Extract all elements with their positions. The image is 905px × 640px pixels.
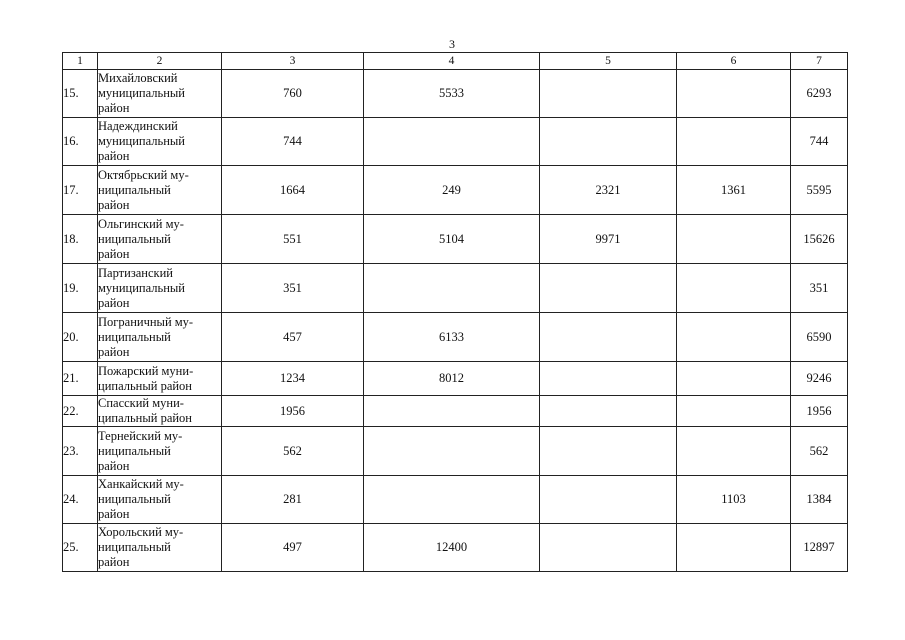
cell-value: 562 <box>283 443 302 458</box>
data-table <box>62 52 848 572</box>
column-6-cell <box>677 166 791 215</box>
district-name: Ханкайский му- ниципальный район <box>98 477 184 521</box>
district-name-cell <box>98 476 222 524</box>
column-7-cell <box>791 476 848 524</box>
district-name: Тернейский му- ниципальный район <box>98 428 183 473</box>
column-7-cell <box>791 70 848 118</box>
cell-value: 19. <box>63 280 79 295</box>
district-name: Михайловский муниципальный район <box>98 71 185 115</box>
table-row <box>63 215 848 264</box>
column-7-cell <box>791 362 848 396</box>
district-name: Спасский муни- ципальный район <box>98 396 192 425</box>
district-name: Партизанский муниципальный район <box>98 265 185 310</box>
cell-value: 18. <box>63 231 79 246</box>
column-7-cell <box>791 264 848 313</box>
table-row <box>63 70 848 118</box>
column-3-cell <box>222 313 364 362</box>
table-header-row <box>63 53 848 70</box>
cell-value: 281 <box>283 492 302 506</box>
district-name-cell <box>98 264 222 313</box>
row-number-cell <box>63 118 98 166</box>
cell-value: 5595 <box>806 182 832 197</box>
cell-value: 457 <box>283 329 302 344</box>
cell-value: 1103 <box>721 492 746 506</box>
cell-value: 744 <box>283 134 302 148</box>
district-name-cell <box>98 166 222 215</box>
cell-value: 1384 <box>806 492 832 506</box>
column-5-cell <box>540 166 677 215</box>
cell-value: 23. <box>63 443 79 458</box>
row-number-cell <box>63 264 98 313</box>
column-7-cell <box>791 215 848 264</box>
column-5-cell <box>540 313 677 362</box>
cell-value: 9971 <box>595 231 621 246</box>
cell-value: 5533 <box>439 86 464 100</box>
column-6-cell <box>677 396 791 427</box>
column-6-cell <box>677 362 791 396</box>
column-6-cell <box>677 524 791 572</box>
cell-value: 1956 <box>806 403 832 418</box>
district-name: Пограничный му- ниципальный район <box>98 314 194 359</box>
cell-value: 15626 <box>803 231 835 246</box>
cell-value: 24. <box>63 492 79 506</box>
column-4-cell <box>364 476 540 524</box>
cell-value: 15. <box>63 86 79 100</box>
table-row <box>63 476 848 524</box>
page-number: 3 <box>449 37 455 51</box>
column-3-cell <box>222 362 364 396</box>
cell-value: 351 <box>283 280 302 295</box>
column-3-cell <box>222 118 364 166</box>
district-name-cell <box>98 215 222 264</box>
cell-value: 12897 <box>803 540 835 554</box>
column-3-cell <box>222 166 364 215</box>
row-number-cell <box>63 313 98 362</box>
column-3-cell <box>222 396 364 427</box>
column-3-cell <box>222 524 364 572</box>
column-4-cell <box>364 70 540 118</box>
column-5-cell <box>540 476 677 524</box>
table-row <box>63 362 848 396</box>
cell-value: 25. <box>63 540 79 554</box>
district-name-cell <box>98 427 222 476</box>
row-number-cell <box>63 524 98 572</box>
column-5-cell <box>540 215 677 264</box>
column-4-cell <box>364 166 540 215</box>
column-6-cell <box>677 118 791 166</box>
cell-value: 6590 <box>806 329 832 344</box>
table-row <box>63 427 848 476</box>
cell-value: 249 <box>442 182 461 197</box>
column-header-6: 6 <box>677 53 791 70</box>
district-name-cell <box>98 362 222 396</box>
district-name: Ольгинский му- ниципальный район <box>98 216 184 261</box>
cell-value: 744 <box>809 134 829 148</box>
table-row <box>63 313 848 362</box>
column-7-cell <box>791 118 848 166</box>
column-6-cell <box>677 215 791 264</box>
column-6-cell <box>677 313 791 362</box>
column-4-cell <box>364 396 540 427</box>
cell-value: 1664 <box>280 182 305 197</box>
cell-value: 8012 <box>439 371 464 385</box>
table-row <box>63 396 848 427</box>
column-5-cell <box>540 427 677 476</box>
row-number-cell <box>63 166 98 215</box>
column-3-cell <box>222 476 364 524</box>
column-header-4: 4 <box>364 53 540 70</box>
cell-value: 551 <box>283 231 302 246</box>
row-number-cell <box>63 476 98 524</box>
column-header-2: 2 <box>98 53 222 70</box>
row-number-cell <box>63 396 98 427</box>
column-6-cell <box>677 476 791 524</box>
column-4-cell <box>364 313 540 362</box>
table-row <box>63 118 848 166</box>
column-header-3: 3 <box>222 53 364 70</box>
district-name-cell <box>98 313 222 362</box>
district-name: Пожарский муни- ципальный район <box>98 363 194 393</box>
column-7-cell <box>791 427 848 476</box>
row-number-cell <box>63 70 98 118</box>
row-number-cell <box>63 362 98 396</box>
column-4-cell <box>364 118 540 166</box>
cell-value: 21. <box>63 371 79 385</box>
column-4-cell <box>364 524 540 572</box>
column-5-cell <box>540 70 677 118</box>
cell-value: 20. <box>63 329 79 344</box>
cell-value: 17. <box>63 182 79 197</box>
column-3-cell <box>222 427 364 476</box>
district-name-cell <box>98 396 222 427</box>
column-7-cell <box>791 396 848 427</box>
column-6-cell <box>677 427 791 476</box>
cell-value: 16. <box>63 134 79 148</box>
column-header-1: 1 <box>63 53 98 70</box>
table-row <box>63 264 848 313</box>
column-5-cell <box>540 264 677 313</box>
column-7-cell <box>791 524 848 572</box>
cell-value: 562 <box>809 443 829 458</box>
column-3-cell <box>222 264 364 313</box>
district-name: Октябрьский му- ниципальный район <box>98 167 189 212</box>
cell-value: 351 <box>809 280 829 295</box>
cell-value: 497 <box>283 540 302 554</box>
row-number-cell <box>63 427 98 476</box>
table-row <box>63 524 848 572</box>
cell-value: 1956 <box>280 403 305 418</box>
column-5-cell <box>540 118 677 166</box>
district-name: Хорольский му- ниципальный район <box>98 525 184 569</box>
column-7-cell <box>791 166 848 215</box>
column-5-cell <box>540 362 677 396</box>
column-7-cell <box>791 313 848 362</box>
district-name-cell <box>98 524 222 572</box>
cell-value: 1361 <box>721 182 746 197</box>
column-5-cell <box>540 524 677 572</box>
district-name-cell <box>98 70 222 118</box>
column-header-7: 7 <box>791 53 848 70</box>
column-5-cell <box>540 396 677 427</box>
column-6-cell <box>677 70 791 118</box>
column-4-cell <box>364 264 540 313</box>
cell-value: 5104 <box>439 231 464 246</box>
district-name-cell <box>98 118 222 166</box>
table-row <box>63 166 848 215</box>
column-6-cell <box>677 264 791 313</box>
column-header-5: 5 <box>540 53 677 70</box>
cell-value: 6133 <box>439 329 464 344</box>
cell-value: 9246 <box>806 371 832 385</box>
column-3-cell <box>222 70 364 118</box>
column-4-cell <box>364 427 540 476</box>
cell-value: 760 <box>283 86 302 100</box>
column-3-cell <box>222 215 364 264</box>
column-4-cell <box>364 215 540 264</box>
cell-value: 1234 <box>280 371 305 385</box>
row-number-cell <box>63 215 98 264</box>
cell-value: 22. <box>63 403 79 418</box>
district-name: Надеждинский муниципальный район <box>98 119 185 163</box>
column-4-cell <box>364 362 540 396</box>
cell-value: 2321 <box>595 182 621 197</box>
cell-value: 12400 <box>435 540 468 554</box>
cell-value: 6293 <box>806 86 832 100</box>
